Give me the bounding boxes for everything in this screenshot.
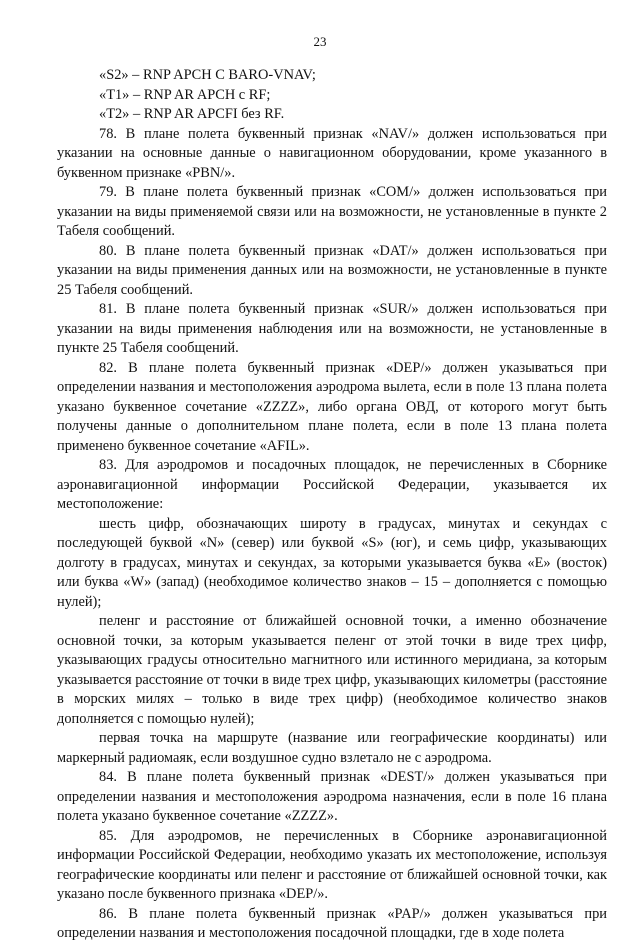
paragraph-83-coordinates: шесть цифр, обозначающих широту в градусах, минутах и секундах с последующей буквой «N» (север) или буквой «S» (юг), и семь цифр, указывающих долготу в градусах, минутах и секундах, за которыми указывается буква «E» (восток) или буква «W» (запад) (необходимое количество знаков – 15 – дополняется с помощью нулей); [57,515,607,610]
paragraph-80: 80. В плане полета буквенный признак «DAT/» должен использоваться при указании на виды применения данных или на возможности, не установленные в пункте 25 Табеля сообщений. [57,242,607,298]
nav-spec-t2: «T2» – RNP AR APCFI без RF. [99,106,285,122]
document-body [57,66,607,944]
paragraph-78: 78. В плане полета буквенный признак «NAV/» должен использоваться при указании на основные данные о навигационном оборудовании, кроме указанного в буквенном признаке «PBN/». [57,125,607,181]
nav-spec-s2: «S2» – RNP APCH C BARO-VNAV; [99,67,316,83]
paragraph-83: 83. Для аэродромов и посадочных площадок, не перечисленных в Сборнике аэронавигационной информации Российской Федерации, указывается их местоположение: [57,457,607,512]
paragraph-84: 84. В плане полета буквенный признак «DEST/» должен указываться при определении названия и местоположения аэродрома назначения, если в поле 16 плана полета указано буквенное сочетание «ZZZZ». [57,769,607,824]
paragraph-83-first-point: первая точка на маршруте (название или географические координаты) или маркерный радиомаяк, если воздушное судно взлетало не с аэродрома. [57,730,607,766]
page-number: 23 [313,34,327,49]
paragraph-79: 79. В плане полета буквенный признак «COM/» должен использоваться при указании на виды применяемой связи или на возможности, не установленные в пункте 2 Табеля сообщений. [57,184,607,239]
nav-spec-t1: «T1» – RNP AR APCH c RF; [99,86,271,103]
paragraph-81: 81. В плане полета буквенный признак «SUR/» должен использоваться при указании на виды применения наблюдения или на возможности, не установленные в пункте 25 Табеля сообщений. [57,301,607,356]
paragraph-83-bearing: пеленг и расстояние от ближайшей основной точки, а именно обозначение основной точки, за которым указывается пеленг от этой точки в виде трех цифр, указывающих градусы относительно магнитного или истинного меридиана, за которым указывается расстояние от точки в виде трех цифр, указывающих километры (расстояние в морских милях – только в виде трех цифр) (необходимое количество знаков дополняется с помощью нулей); [57,613,607,727]
paragraph-82: 82. В плане полета буквенный признак «DEP/» должен указываться при определении названия и местоположения аэродрома вылета, если в поле 13 плана полета указано буквенное сочетание «ZZZZ», либо органа ОВД, от которого могут быть получены данные о дополнительном плане полета, если в поле 13 плана полета применено буквенное сочетание «AFIL». [57,359,607,454]
paragraph-85: 85. Для аэродромов, не перечисленных в Сборнике аэронавигационной информации Российской Федерации, необходимо указать их местоположение, используя географические координаты или пеленг и расстояние от ближайшей основной точки, как указано после буквенного признака «DEP/». [57,827,607,902]
paragraph-86: 86. В плане полета буквенный признак «PAP/» должен указываться при определении названия и местоположения посадочной площадки, где в ходе полета [57,905,607,941]
